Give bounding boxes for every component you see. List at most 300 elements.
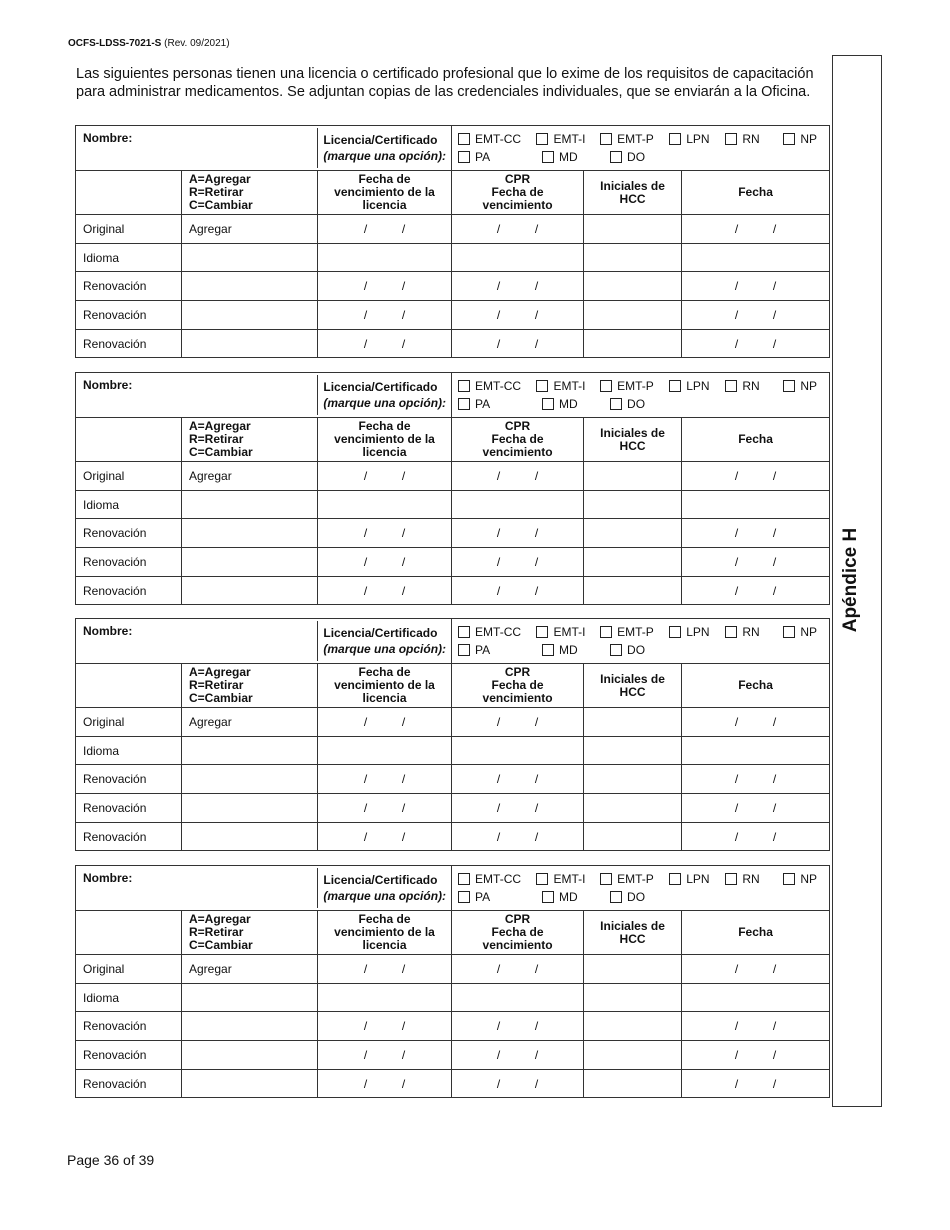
- license-option[interactable]: [600, 623, 663, 641]
- checkbox[interactable]: [458, 380, 470, 392]
- date-separator: /: [534, 800, 539, 815]
- license-options-row2: [458, 395, 823, 413]
- checkbox[interactable]: [542, 398, 554, 410]
- action-remove: R=Retirar: [189, 678, 244, 692]
- action-cell[interactable]: [182, 1069, 318, 1098]
- row-label: Original: [76, 215, 182, 244]
- date-separator: /: [363, 468, 368, 483]
- hcc-initials-cell[interactable]: [584, 1012, 682, 1041]
- action-cell[interactable]: [182, 329, 318, 358]
- cpr-expiry-cell[interactable]: [452, 301, 584, 330]
- date-separator: /: [534, 772, 539, 787]
- license-option[interactable]: [542, 641, 604, 659]
- date-separator: /: [496, 772, 501, 787]
- date-cell[interactable]: [682, 983, 830, 1012]
- checkbox[interactable]: [536, 380, 548, 392]
- date-separator: /: [401, 1076, 406, 1091]
- action-cell[interactable]: [182, 765, 318, 794]
- license-option[interactable]: [725, 377, 777, 395]
- date-cell[interactable]: [682, 329, 830, 358]
- cpr-expiry-cell[interactable]: [452, 708, 584, 737]
- cpr-expiry-cell[interactable]: [452, 462, 584, 491]
- checkbox[interactable]: [783, 133, 795, 145]
- action-cell[interactable]: Agregar: [182, 955, 318, 984]
- date-separator: /: [772, 961, 777, 976]
- license-expiry-cell[interactable]: [318, 548, 452, 577]
- action-cell[interactable]: [182, 576, 318, 605]
- page-number: Page 36 of 39: [67, 1152, 155, 1168]
- date-separator: /: [363, 1076, 368, 1091]
- cpr-line1: CPR: [504, 419, 531, 433]
- action-cell[interactable]: [182, 1012, 318, 1041]
- date-label: Fecha: [738, 432, 773, 446]
- license-option[interactable]: [610, 888, 645, 906]
- license-option[interactable]: [536, 377, 594, 395]
- date-separator: /: [534, 526, 539, 541]
- license-label: [317, 128, 451, 168]
- checkbox[interactable]: [458, 891, 470, 903]
- license-option[interactable]: [458, 641, 536, 659]
- license-options-row2: [458, 888, 823, 906]
- license-expiry-cell[interactable]: [318, 519, 452, 548]
- name-field[interactable]: [76, 375, 317, 415]
- license-expiry-cell[interactable]: [318, 272, 452, 301]
- form-header: [68, 38, 230, 49]
- date-cell[interactable]: [682, 215, 830, 244]
- date-separator: /: [401, 1047, 406, 1062]
- date-cell[interactable]: [682, 822, 830, 851]
- license-label: [317, 621, 451, 661]
- date-separator: /: [734, 554, 739, 569]
- hcc-initials-cell[interactable]: [584, 519, 682, 548]
- action-header: [182, 911, 318, 955]
- cpr-expiry-cell[interactable]: [452, 519, 584, 548]
- cpr-expiry-cell[interactable]: [452, 765, 584, 794]
- license-expiry-cell[interactable]: [318, 301, 452, 330]
- date-separator: /: [734, 1047, 739, 1062]
- cpr-line3: vencimiento: [482, 198, 553, 212]
- checkbox[interactable]: [669, 380, 681, 392]
- date-separator: /: [772, 1047, 777, 1062]
- row-label: Idioma: [76, 243, 182, 272]
- action-cell[interactable]: [182, 243, 318, 272]
- hcc-initials-cell[interactable]: [584, 490, 682, 519]
- action-change: C=Cambiar: [189, 938, 253, 952]
- checkbox[interactable]: [669, 873, 681, 885]
- cpr-expiry-cell[interactable]: [452, 329, 584, 358]
- table-row: [76, 329, 830, 358]
- license-label-line2: (marque una opción):: [323, 642, 447, 656]
- date-separator: /: [401, 468, 406, 483]
- date-header: [682, 664, 830, 708]
- license-option[interactable]: [542, 888, 604, 906]
- license-option[interactable]: [458, 148, 536, 166]
- action-cell[interactable]: [182, 794, 318, 823]
- cpr-expiry-cell[interactable]: [452, 1041, 584, 1070]
- license-option[interactable]: [783, 623, 817, 641]
- license-options-row1: [458, 623, 823, 641]
- license-option-label: RN: [742, 625, 760, 639]
- checkbox[interactable]: [542, 644, 554, 656]
- form-revision: (Rev. 09/2021): [164, 38, 230, 49]
- date-separator: /: [401, 829, 406, 844]
- license-expiry-cell[interactable]: [318, 329, 452, 358]
- exp-line3: licencia: [362, 198, 407, 212]
- checkbox[interactable]: [725, 133, 737, 145]
- date-cell[interactable]: [682, 765, 830, 794]
- action-add: A=Agregar: [189, 665, 251, 679]
- license-option[interactable]: [536, 130, 594, 148]
- action-add: A=Agregar: [189, 172, 251, 186]
- checkbox[interactable]: [610, 891, 622, 903]
- date-separator: /: [534, 1047, 539, 1062]
- table-row: [76, 548, 830, 577]
- date-cell[interactable]: [682, 243, 830, 272]
- license-expiry-cell[interactable]: [318, 1069, 452, 1098]
- license-option[interactable]: [725, 130, 777, 148]
- hcc-initials-cell[interactable]: [584, 272, 682, 301]
- name-area: [76, 126, 452, 171]
- license-option[interactable]: [610, 395, 645, 413]
- date-cell[interactable]: [682, 1012, 830, 1041]
- exp-line1: Fecha de: [358, 419, 411, 433]
- hcc-initials-cell[interactable]: [584, 1069, 682, 1098]
- hcc-initials-cell[interactable]: [584, 329, 682, 358]
- hcc-line1: Iniciales de: [600, 425, 665, 440]
- date-separator: /: [772, 221, 777, 236]
- license-expiry-cell[interactable]: [318, 490, 452, 519]
- hcc-initials-cell[interactable]: [584, 955, 682, 984]
- table-row: [76, 765, 830, 794]
- cpr-expiry-cell[interactable]: [452, 576, 584, 605]
- cpr-expiry-cell[interactable]: [452, 215, 584, 244]
- hcc-initials-header: [584, 418, 682, 462]
- hcc-initials-cell[interactable]: [584, 794, 682, 823]
- license-option[interactable]: [458, 888, 536, 906]
- license-option[interactable]: [669, 870, 719, 888]
- date-separator: /: [363, 583, 368, 598]
- date-cell[interactable]: [682, 272, 830, 301]
- date-cell[interactable]: [682, 548, 830, 577]
- date-cell[interactable]: [682, 576, 830, 605]
- license-option-label: PA: [475, 397, 491, 411]
- date-cell[interactable]: [682, 1041, 830, 1070]
- date-separator: /: [534, 336, 539, 351]
- date-cell[interactable]: [682, 708, 830, 737]
- date-separator: /: [496, 468, 501, 483]
- date-separator: /: [534, 961, 539, 976]
- license-expiry-cell[interactable]: [318, 243, 452, 272]
- checkbox[interactable]: [458, 626, 470, 638]
- cpr-line2: Fecha de: [491, 185, 544, 199]
- license-option-label: PA: [475, 150, 491, 164]
- checkbox[interactable]: [725, 380, 737, 392]
- hcc-initials-cell[interactable]: [584, 301, 682, 330]
- license-option[interactable]: [783, 130, 817, 148]
- date-separator: /: [496, 1047, 501, 1062]
- date-separator: /: [734, 1019, 739, 1034]
- license-option[interactable]: [542, 395, 604, 413]
- hcc-initials-cell[interactable]: [584, 765, 682, 794]
- cpr-expiry-cell[interactable]: [452, 548, 584, 577]
- license-option[interactable]: [669, 377, 719, 395]
- date-cell[interactable]: [682, 736, 830, 765]
- action-add: A=Agregar: [189, 912, 251, 926]
- license-expiry-cell[interactable]: [318, 736, 452, 765]
- license-option-label: NP: [800, 872, 818, 886]
- license-expiry-cell[interactable]: [318, 983, 452, 1012]
- date-separator: /: [772, 279, 777, 294]
- checkbox[interactable]: [725, 626, 737, 638]
- date-cell[interactable]: [682, 490, 830, 519]
- cpr-expiry-cell[interactable]: [452, 736, 584, 765]
- license-label-line2: (marque una opción):: [323, 149, 447, 163]
- date-cell[interactable]: [682, 794, 830, 823]
- checkbox[interactable]: [610, 644, 622, 656]
- license-option[interactable]: [669, 623, 719, 641]
- license-option[interactable]: [783, 377, 817, 395]
- date-header: [682, 911, 830, 955]
- checkbox[interactable]: [458, 873, 470, 885]
- action-change: C=Cambiar: [189, 198, 253, 212]
- action-remove: R=Retirar: [189, 185, 244, 199]
- checkbox[interactable]: [458, 133, 470, 145]
- hcc-initials-header: [584, 911, 682, 955]
- name-label: Nombre:: [83, 624, 133, 638]
- license-expiry-cell[interactable]: [318, 708, 452, 737]
- action-cell[interactable]: [182, 519, 318, 548]
- date-cell[interactable]: [682, 301, 830, 330]
- checkbox[interactable]: [542, 891, 554, 903]
- license-options-row1: [458, 130, 823, 148]
- license-option[interactable]: [725, 870, 777, 888]
- license-option-label: DO: [627, 150, 646, 164]
- name-field[interactable]: [76, 128, 317, 168]
- checkbox[interactable]: [669, 626, 681, 638]
- license-label-line2: (marque una opción):: [323, 889, 447, 903]
- date-cell[interactable]: [682, 1069, 830, 1098]
- checkbox[interactable]: [536, 873, 548, 885]
- action-cell[interactable]: Agregar: [182, 462, 318, 491]
- cpr-expiry-cell[interactable]: [452, 1012, 584, 1041]
- checkbox[interactable]: [610, 151, 622, 163]
- license-option[interactable]: [458, 377, 530, 395]
- cpr-expiry-cell[interactable]: [452, 822, 584, 851]
- date-separator: /: [772, 554, 777, 569]
- license-option-label: PA: [475, 643, 491, 657]
- date-cell[interactable]: [682, 955, 830, 984]
- exp-line2: vencimiento de la: [334, 678, 435, 692]
- license-expiry-cell[interactable]: [318, 955, 452, 984]
- action-cell[interactable]: Agregar: [182, 215, 318, 244]
- cpr-expiry-cell[interactable]: [452, 955, 584, 984]
- license-option[interactable]: [600, 870, 663, 888]
- hcc-initials-cell[interactable]: [584, 576, 682, 605]
- row-label: Renovación: [76, 822, 182, 851]
- date-separator: /: [734, 714, 739, 729]
- row-label: Renovación: [76, 329, 182, 358]
- name-area: [76, 619, 452, 664]
- checkbox[interactable]: [600, 133, 612, 145]
- license-option-label: MD: [559, 397, 578, 411]
- date-separator: /: [772, 336, 777, 351]
- checkbox[interactable]: [600, 873, 612, 885]
- license-expiry-cell[interactable]: [318, 215, 452, 244]
- license-option[interactable]: [458, 870, 530, 888]
- cpr-expiry-cell[interactable]: [452, 490, 584, 519]
- cpr-expiry-cell[interactable]: [452, 794, 584, 823]
- hcc-initials-cell[interactable]: [584, 983, 682, 1012]
- checkbox[interactable]: [536, 626, 548, 638]
- license-option[interactable]: [536, 870, 594, 888]
- table-row: [76, 955, 830, 984]
- license-block: [75, 618, 829, 851]
- name-field[interactable]: [76, 868, 317, 908]
- license-expiry-cell[interactable]: [318, 576, 452, 605]
- license-option[interactable]: [783, 870, 817, 888]
- checkbox[interactable]: [458, 151, 470, 163]
- license-option[interactable]: [458, 130, 530, 148]
- date-separator: /: [734, 307, 739, 322]
- cpr-expiry-header: [452, 664, 584, 708]
- license-option-label: PA: [475, 890, 491, 904]
- date-cell[interactable]: [682, 462, 830, 491]
- license-expiry-cell[interactable]: [318, 462, 452, 491]
- license-expiry-cell[interactable]: [318, 1041, 452, 1070]
- action-cell[interactable]: [182, 490, 318, 519]
- row-label: Renovación: [76, 301, 182, 330]
- checkbox[interactable]: [536, 133, 548, 145]
- name-area: [76, 373, 452, 418]
- date-separator: /: [401, 336, 406, 351]
- cpr-expiry-cell[interactable]: [452, 243, 584, 272]
- action-cell[interactable]: [182, 272, 318, 301]
- license-expiry-cell[interactable]: [318, 765, 452, 794]
- hcc-initials-cell[interactable]: [584, 1041, 682, 1070]
- hcc-initials-cell[interactable]: [584, 548, 682, 577]
- date-separator: /: [534, 583, 539, 598]
- name-label: Nombre:: [83, 131, 133, 145]
- name-label: Nombre:: [83, 871, 133, 885]
- license-option[interactable]: [600, 130, 663, 148]
- license-expiry-cell[interactable]: [318, 1012, 452, 1041]
- blank-header-cell: [76, 664, 182, 708]
- hcc-initials-cell[interactable]: [584, 462, 682, 491]
- checkbox[interactable]: [610, 398, 622, 410]
- table-row: [76, 822, 830, 851]
- checkbox[interactable]: [600, 626, 612, 638]
- license-options-row1: [458, 377, 823, 395]
- cpr-expiry-cell[interactable]: [452, 272, 584, 301]
- license-option[interactable]: [610, 641, 645, 659]
- date-label: Fecha: [738, 678, 773, 692]
- hcc-initials-cell[interactable]: [584, 736, 682, 765]
- exp-line2: vencimiento de la: [334, 185, 435, 199]
- action-cell[interactable]: Agregar: [182, 708, 318, 737]
- license-option-label: EMT-P: [617, 872, 654, 886]
- date-separator: /: [534, 829, 539, 844]
- hcc-initials-cell[interactable]: [584, 822, 682, 851]
- action-add: A=Agregar: [189, 419, 251, 433]
- cpr-expiry-cell[interactable]: [452, 1069, 584, 1098]
- table-row: [76, 983, 830, 1012]
- license-option[interactable]: [669, 130, 719, 148]
- license-option[interactable]: [536, 623, 594, 641]
- checkbox[interactable]: [600, 380, 612, 392]
- date-separator: /: [401, 1019, 406, 1034]
- hcc-initials-cell[interactable]: [584, 243, 682, 272]
- date-separator: /: [363, 772, 368, 787]
- license-expiry-cell[interactable]: [318, 794, 452, 823]
- action-cell[interactable]: [182, 736, 318, 765]
- license-expiry-cell[interactable]: [318, 822, 452, 851]
- license-option-label: LPN: [686, 379, 710, 393]
- license-option[interactable]: [458, 395, 536, 413]
- checkbox[interactable]: [783, 626, 795, 638]
- date-separator: /: [772, 800, 777, 815]
- license-option[interactable]: [458, 623, 530, 641]
- date-separator: /: [363, 336, 368, 351]
- date-separator: /: [401, 800, 406, 815]
- date-separator: /: [772, 583, 777, 598]
- row-label: Idioma: [76, 736, 182, 765]
- license-option[interactable]: [610, 148, 645, 166]
- date-separator: /: [363, 714, 368, 729]
- date-separator: /: [534, 714, 539, 729]
- hcc-initials-cell[interactable]: [584, 215, 682, 244]
- license-table: [75, 865, 830, 1098]
- action-cell[interactable]: [182, 983, 318, 1012]
- date-separator: /: [534, 1076, 539, 1091]
- cpr-line1: CPR: [504, 172, 531, 186]
- date-cell[interactable]: [682, 519, 830, 548]
- row-label: Original: [76, 955, 182, 984]
- date-separator: /: [772, 714, 777, 729]
- checkbox[interactable]: [542, 151, 554, 163]
- table-row: [76, 576, 830, 605]
- action-cell[interactable]: [182, 1041, 318, 1070]
- date-separator: /: [734, 1076, 739, 1091]
- cpr-expiry-cell[interactable]: [452, 983, 584, 1012]
- checkbox[interactable]: [458, 644, 470, 656]
- license-option-label: EMT-P: [617, 132, 654, 146]
- action-cell[interactable]: [182, 301, 318, 330]
- license-option[interactable]: [725, 623, 777, 641]
- checkbox[interactable]: [458, 398, 470, 410]
- date-separator: /: [401, 554, 406, 569]
- license-checkboxes: [452, 126, 830, 171]
- table-row: [76, 215, 830, 244]
- license-option[interactable]: [600, 377, 663, 395]
- license-table: [75, 125, 830, 358]
- date-separator: /: [401, 307, 406, 322]
- name-field[interactable]: [76, 621, 317, 661]
- date-separator: /: [363, 961, 368, 976]
- license-options-row2: [458, 148, 823, 166]
- cpr-line2: Fecha de: [491, 925, 544, 939]
- checkbox[interactable]: [669, 133, 681, 145]
- date-separator: /: [496, 961, 501, 976]
- checkbox[interactable]: [725, 873, 737, 885]
- action-remove: R=Retirar: [189, 432, 244, 446]
- date-separator: /: [534, 468, 539, 483]
- action-cell[interactable]: [182, 548, 318, 577]
- license-option[interactable]: [542, 148, 604, 166]
- hcc-initials-cell[interactable]: [584, 708, 682, 737]
- checkbox[interactable]: [783, 873, 795, 885]
- checkbox[interactable]: [783, 380, 795, 392]
- action-cell[interactable]: [182, 822, 318, 851]
